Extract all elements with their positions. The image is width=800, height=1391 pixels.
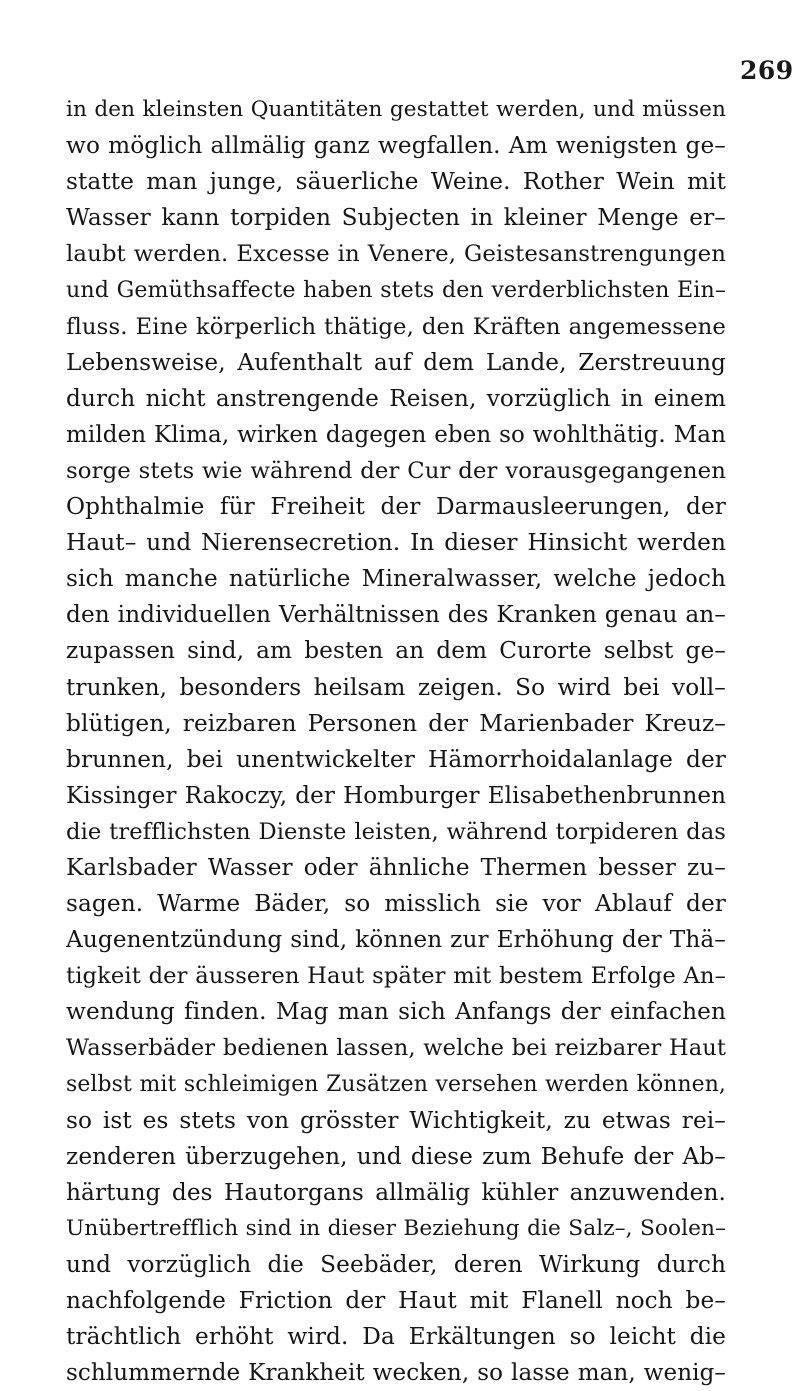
text-line: nachfolgende Friction der Haut mit Flanell noch be– [66, 1287, 726, 1315]
text-line: trächtlich erhöht wird. Da Erkältungen so leicht die [66, 1323, 726, 1351]
text-line: schlummernde Krankheit wecken, so lasse man, wenig– [66, 1360, 726, 1387]
text-line: durch nicht anstrengende Reisen, vorzüglich in einem [66, 384, 726, 412]
text-line: zenderen überzugehen, und diese zum Behufe der Ab– [66, 1142, 726, 1170]
text-line: Unübertrefflich sind in dieser Beziehung die Salz–, Soolen– [66, 1215, 726, 1241]
text-line: Ophthalmie für Freiheit der Darmausleerungen, der [66, 493, 726, 521]
text-line: Kissinger Rakoczy, der Homburger Elisabethenbrunnen [66, 782, 726, 809]
text-line: selbst mit schleimigen Zusätzen versehen werden können, [66, 1071, 726, 1097]
text-line: brunnen, bei unentwickelter Hämorrhoidalanlage der [66, 745, 726, 773]
text-line: wo möglich allmälig ganz wegfallen. Am wenigsten ge– [66, 132, 726, 160]
text-line: Wasser kann torpiden Subjecten in kleiner Menge er– [66, 204, 726, 232]
text-line: die trefflichsten Dienste leisten, während torpideren das [66, 818, 726, 845]
text-line: milden Klima, wirken dagegen eben so wohlthätig. Man [66, 421, 726, 448]
text-line: sagen. Warme Bäder, so misslich sie vor Ablauf der [66, 890, 726, 918]
text-line: Augenentzündung sind, können zur Erhöhung der Thä– [66, 926, 726, 954]
text-line: blütigen, reizbaren Personen der Marienbader Kreuz– [66, 709, 726, 737]
text-line: und vorzüglich die Seebäder, deren Wirkung durch [66, 1251, 726, 1278]
text-line: härtung des Hautorgans allmälig kühler anzuwenden. [66, 1178, 726, 1206]
body-text [66, 92, 726, 1391]
text-line: laubt werden. Excesse in Venere, Geistesanstrengungen [66, 241, 726, 268]
text-line: tigkeit der äusseren Haut später mit bestem Erfolge An– [66, 963, 726, 990]
text-line: fluss. Eine körperlich thätige, den Kräften angemessene [66, 313, 726, 340]
text-line: sich manche natürliche Mineralwasser, welche jedoch [66, 565, 726, 593]
text-line: Haut– und Nierensecretion. In dieser Hinsicht werden [66, 529, 726, 557]
text-line: sorge stets wie während der Cur der vorausgegangenen [66, 457, 726, 484]
text-line: statte man junge, säuerliche Weine. Rother Wein mit [66, 168, 726, 196]
text-line: Wasserbäder bedienen lassen, welche bei reizbarer Haut [66, 1035, 726, 1062]
text-line: so ist es stets von grösster Wichtigkeit, zu etwas rei– [66, 1106, 726, 1134]
page-number: 269 [740, 56, 794, 85]
text-line: Lebensweise, Aufenthalt auf dem Lande, Zerstreuung [66, 348, 726, 376]
text-line: wendung finden. Mag man sich Anfangs der einfachen [66, 998, 726, 1026]
text-line: Karlsbader Wasser oder ähnliche Thermen besser zu– [66, 853, 726, 881]
text-line: den individuellen Verhältnissen des Kranken genau an– [66, 601, 726, 629]
text-line: trunken, besonders heilsam zeigen. So wird bei voll– [66, 673, 726, 701]
text-line: in den kleinsten Quantitäten gestattet werden, und müssen [66, 97, 726, 122]
text-line: und Gemüthsaffecte haben stets den verderblichsten Ein– [66, 277, 726, 304]
text-line: zupassen sind, am besten an dem Curorte selbst ge– [66, 637, 726, 665]
